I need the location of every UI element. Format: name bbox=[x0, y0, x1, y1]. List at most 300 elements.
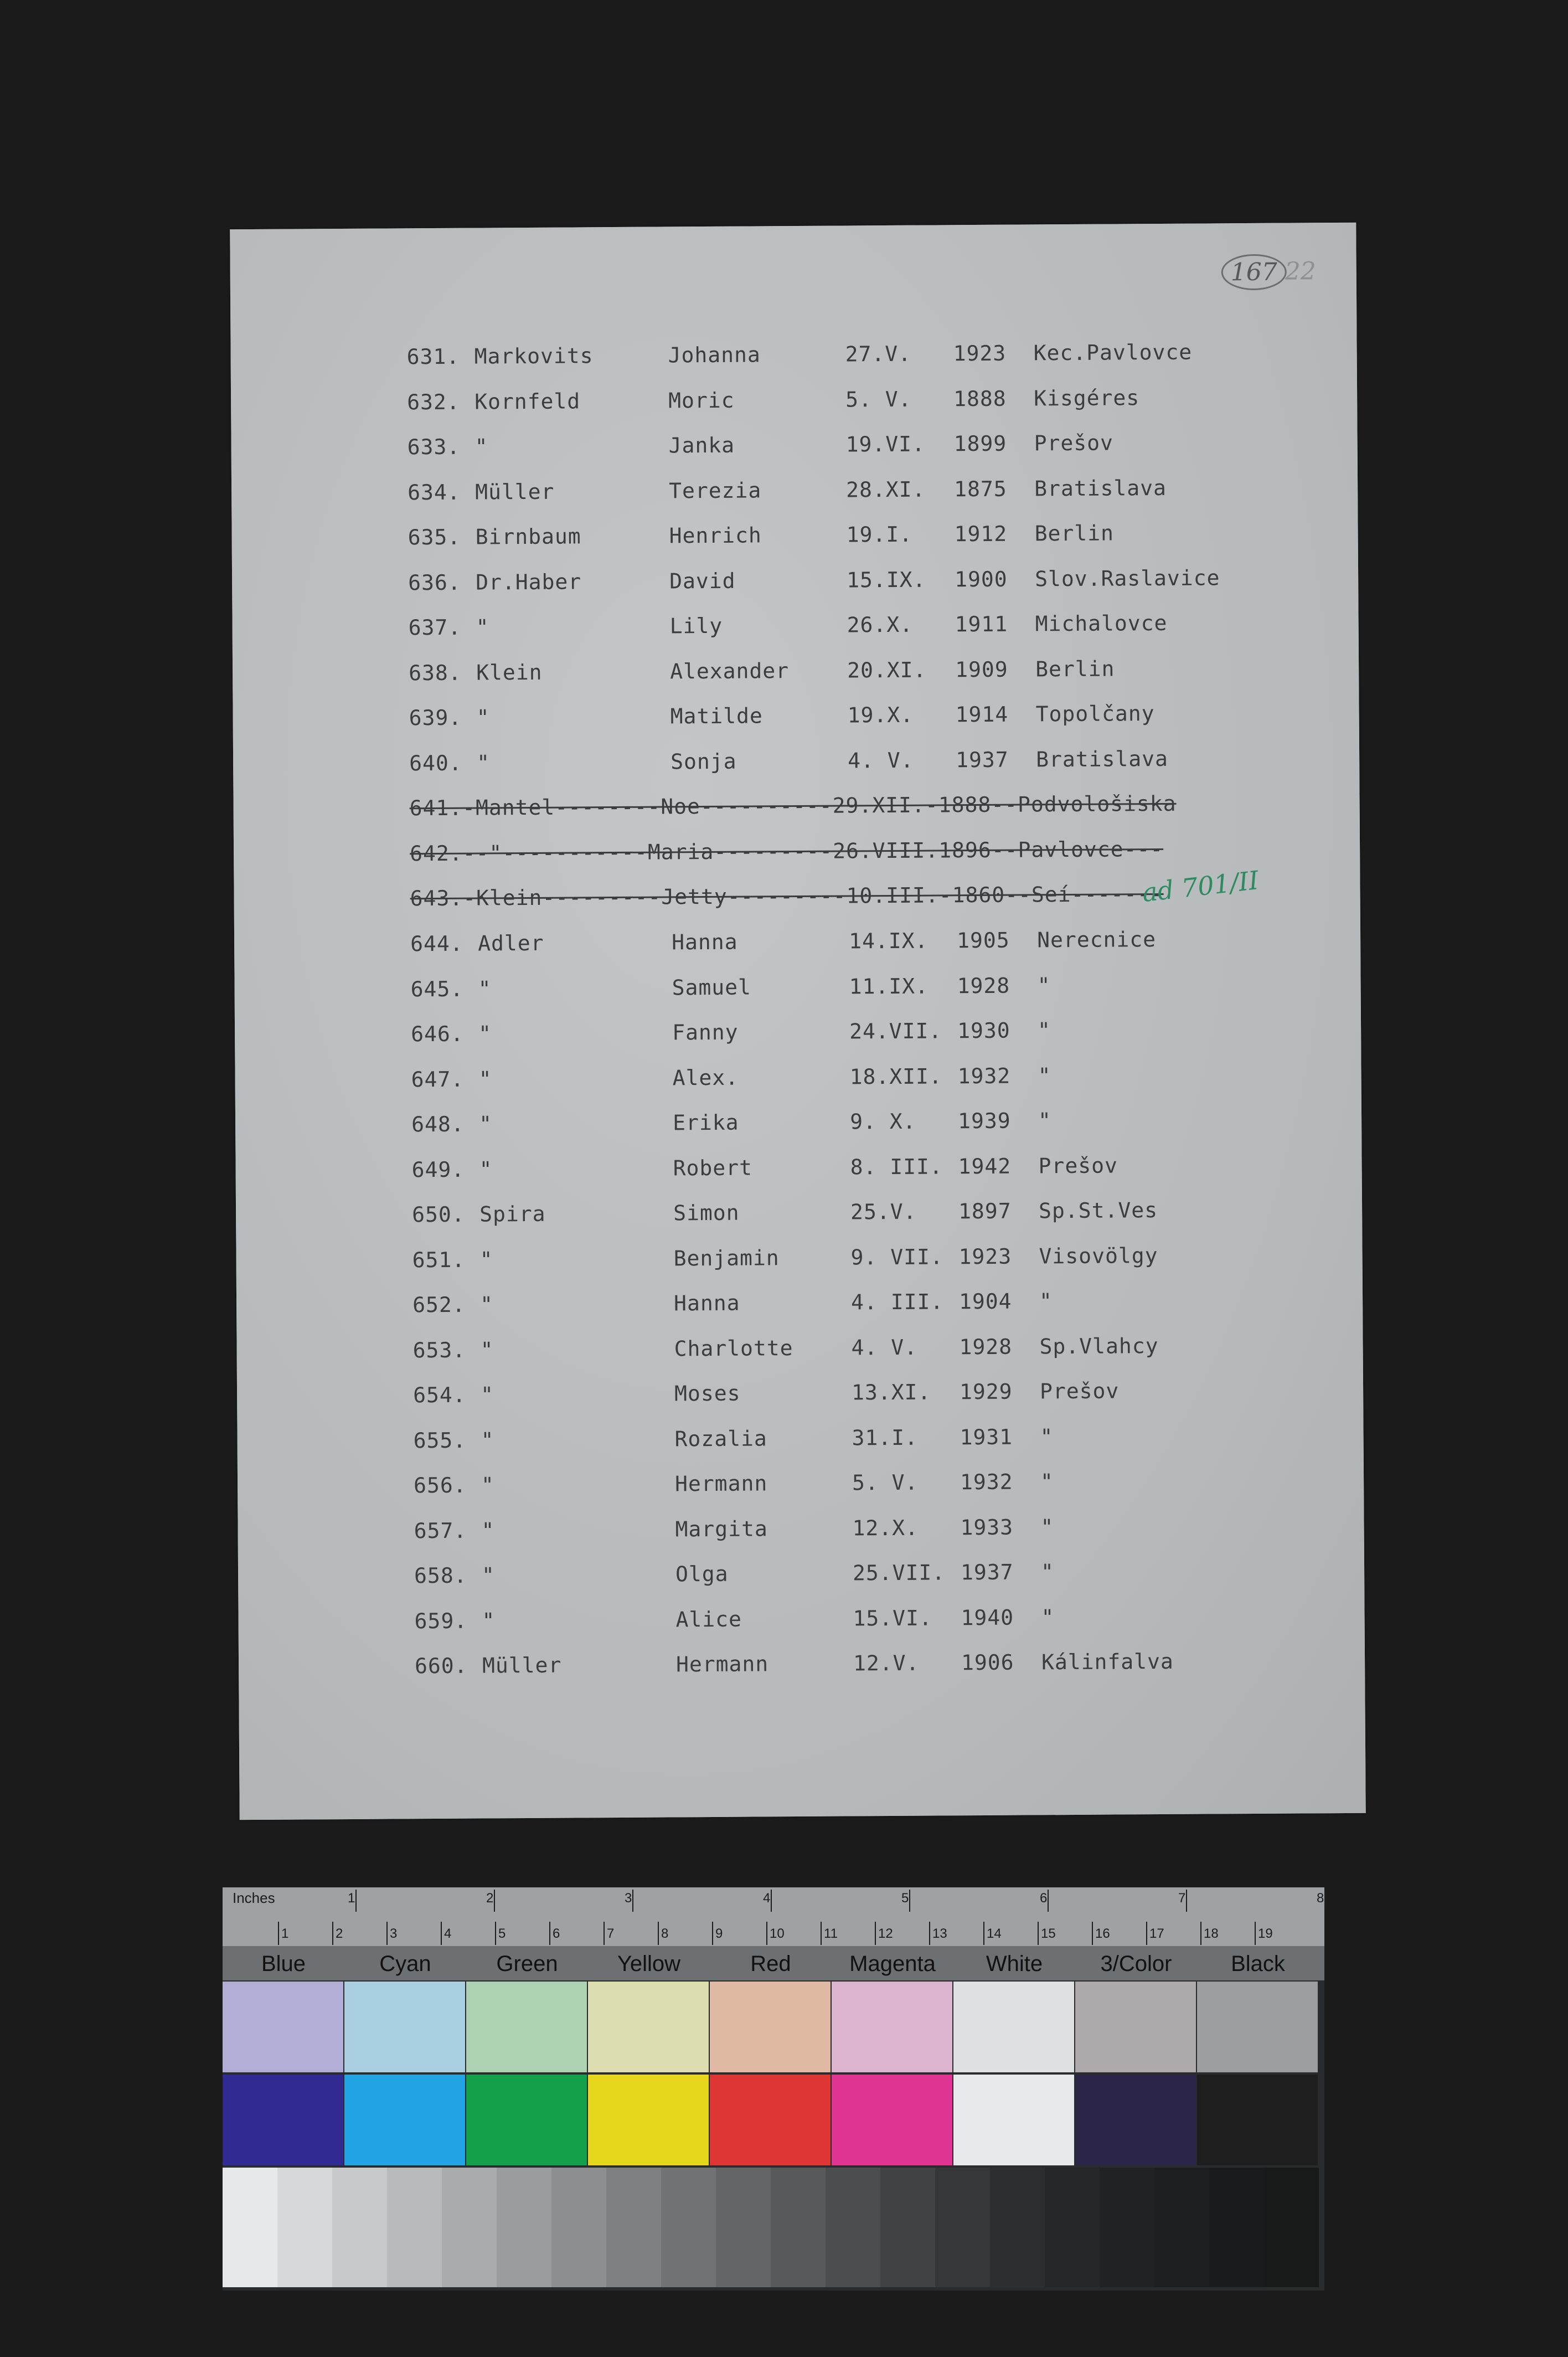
light-swatch bbox=[344, 1982, 465, 2072]
surname: Markovits bbox=[474, 343, 594, 369]
surname: " bbox=[478, 1066, 492, 1092]
surname: " bbox=[478, 1021, 492, 1046]
register-row bbox=[231, 474, 1358, 514]
birth-year: 1912 bbox=[954, 521, 1008, 547]
gray-step bbox=[935, 2168, 990, 2287]
cm-tick bbox=[549, 1922, 550, 1945]
first-name: Hanna bbox=[673, 1290, 740, 1316]
register-row bbox=[235, 971, 1361, 1011]
birth-day-month: 5. V. bbox=[845, 387, 912, 411]
saturated-swatch bbox=[344, 2075, 465, 2165]
first-name: Samuel bbox=[672, 975, 752, 1000]
light-swatch bbox=[1075, 1982, 1196, 2072]
saturated-swatch bbox=[1075, 2075, 1196, 2165]
cm-tick bbox=[766, 1922, 767, 1945]
birth-day-month: 13.XI. bbox=[851, 1380, 931, 1405]
birth-year: 1899 bbox=[953, 431, 1007, 456]
surname: Dr.Haber bbox=[476, 569, 582, 595]
entry-number: 653. bbox=[412, 1337, 466, 1362]
first-name: Lily bbox=[669, 613, 723, 639]
register-row bbox=[235, 1151, 1361, 1191]
first-name: Benjamin bbox=[673, 1245, 780, 1270]
gray-step bbox=[606, 2168, 661, 2287]
surname: Müller bbox=[482, 1653, 562, 1678]
cm-number: 12 bbox=[878, 1926, 893, 1941]
register-row bbox=[233, 610, 1359, 650]
birth-place: " bbox=[1040, 1514, 1054, 1539]
register-row bbox=[233, 745, 1359, 785]
gray-step bbox=[880, 2168, 935, 2287]
inch-tick bbox=[1048, 1890, 1049, 1912]
birth-place: " bbox=[1037, 1018, 1051, 1043]
birth-year: 1923 bbox=[958, 1244, 1012, 1269]
birth-year: 1875 bbox=[953, 476, 1007, 501]
struck-row bbox=[234, 790, 1360, 830]
saturated-swatch bbox=[223, 2075, 343, 2165]
birth-day-month: 25.VII. bbox=[852, 1560, 946, 1586]
swatch-label: Black bbox=[1231, 1952, 1285, 1976]
register-row bbox=[237, 1422, 1363, 1462]
birth-year: 1906 bbox=[961, 1650, 1014, 1675]
birth-year: 1939 bbox=[957, 1108, 1011, 1134]
inch-number: 6 bbox=[1040, 1891, 1048, 1906]
inch-number: 3 bbox=[625, 1891, 632, 1906]
cm-number: 5 bbox=[498, 1926, 506, 1941]
birth-year: 1928 bbox=[959, 1334, 1013, 1359]
birth-place: Kisgéres bbox=[1034, 385, 1140, 410]
light-swatch bbox=[1197, 1982, 1318, 2072]
cm-tick bbox=[1146, 1922, 1147, 1945]
first-name: Janka bbox=[668, 433, 735, 458]
register-row bbox=[235, 1016, 1361, 1056]
register-row bbox=[233, 655, 1359, 694]
birth-day-month: 12.V. bbox=[853, 1650, 920, 1676]
register-row bbox=[238, 1512, 1364, 1552]
swatch-labels bbox=[223, 1946, 1324, 1980]
birth-year: 1904 bbox=[958, 1289, 1012, 1314]
entry-number: 659. bbox=[414, 1608, 468, 1633]
birth-day-month: 4. V. bbox=[851, 1335, 918, 1360]
birth-year: 1937 bbox=[955, 747, 1009, 772]
cm-number: 17 bbox=[1149, 1926, 1164, 1941]
birth-day-month: 26.X. bbox=[847, 612, 914, 637]
cm-number: 15 bbox=[1041, 1926, 1056, 1941]
cm-tick bbox=[441, 1922, 442, 1945]
swatch-label: White bbox=[986, 1952, 1043, 1976]
cm-number: 10 bbox=[770, 1926, 785, 1941]
surname: " bbox=[479, 1156, 493, 1182]
birth-place: Kálinfalva bbox=[1041, 1649, 1174, 1675]
birth-place: " bbox=[1037, 972, 1051, 997]
birth-year: 1929 bbox=[959, 1379, 1013, 1404]
entry-number: 652. bbox=[412, 1292, 466, 1318]
gray-step bbox=[277, 2168, 332, 2287]
swatch-label: Green bbox=[496, 1952, 558, 1976]
register-row bbox=[234, 926, 1360, 966]
surname: " bbox=[481, 1563, 496, 1588]
swatch-label: 3/Color bbox=[1100, 1952, 1172, 1976]
birth-day-month: 28.XI. bbox=[846, 477, 926, 502]
struck-entry-text: 642.--"-----------Maria---------26.VIII.1896--Pavlovce--- bbox=[410, 836, 1164, 866]
inch-tick bbox=[355, 1890, 357, 1912]
gray-step bbox=[442, 2168, 497, 2287]
entry-number: 631. bbox=[406, 344, 460, 369]
birth-year: 1942 bbox=[958, 1154, 1012, 1179]
first-name: Johanna bbox=[668, 342, 761, 368]
first-name: Erika bbox=[672, 1110, 739, 1135]
first-name: Margita bbox=[675, 1516, 768, 1541]
birth-day-month: 31.I. bbox=[852, 1425, 919, 1450]
inch-tick bbox=[1324, 1890, 1325, 1912]
birth-day-month: 27.V. bbox=[845, 341, 912, 367]
register-row bbox=[231, 384, 1357, 424]
surname: " bbox=[478, 976, 492, 1001]
surname: " bbox=[476, 705, 490, 730]
birth-day-month: 4. V. bbox=[847, 748, 914, 773]
birth-day-month: 9. VII. bbox=[850, 1244, 943, 1269]
gray-step bbox=[551, 2168, 606, 2287]
register-row bbox=[232, 519, 1358, 559]
cm-tick bbox=[983, 1922, 984, 1945]
birth-day-month: 12.X. bbox=[852, 1515, 919, 1540]
gray-step bbox=[661, 2168, 716, 2287]
birth-year: 1923 bbox=[953, 341, 1007, 366]
first-name: Simon bbox=[673, 1200, 740, 1226]
cm-number: 8 bbox=[661, 1926, 669, 1941]
birth-day-month: 24.VII. bbox=[849, 1018, 942, 1044]
inch-tick bbox=[771, 1890, 772, 1912]
saturated-swatch bbox=[466, 2075, 587, 2165]
birth-day-month: 15.VI. bbox=[853, 1605, 932, 1630]
surname: Spira bbox=[479, 1201, 546, 1227]
first-name: Hermann bbox=[674, 1471, 768, 1496]
handwritten-annotation: ad 701/II bbox=[1141, 865, 1261, 908]
birth-place: Sp.St.Ves bbox=[1038, 1198, 1158, 1223]
first-name: Rozalia bbox=[674, 1425, 767, 1451]
cm-number: 7 bbox=[607, 1926, 615, 1941]
entry-number: 655. bbox=[413, 1428, 467, 1453]
birth-year: 1911 bbox=[955, 611, 1008, 637]
birth-day-month: 19.X. bbox=[847, 702, 914, 728]
inch-tick bbox=[909, 1890, 910, 1912]
saturated-swatch bbox=[953, 2075, 1074, 2165]
register-row bbox=[236, 1287, 1363, 1327]
birth-place: Berlin bbox=[1034, 521, 1115, 546]
cm-number: 18 bbox=[1204, 1926, 1219, 1941]
entry-number: 647. bbox=[411, 1067, 465, 1092]
cm-number: 1 bbox=[281, 1926, 289, 1941]
inch-number: 8 bbox=[1317, 1891, 1324, 1906]
register-row bbox=[236, 1332, 1363, 1372]
cm-number: 13 bbox=[932, 1926, 947, 1941]
first-name: Terezia bbox=[669, 477, 762, 503]
register-row bbox=[238, 1603, 1364, 1643]
surname: Müller bbox=[475, 479, 555, 505]
birth-day-month: 20.XI. bbox=[847, 657, 927, 682]
surname: Adler bbox=[477, 930, 544, 956]
cm-tick bbox=[1092, 1922, 1093, 1945]
birth-day-month: 9. X. bbox=[849, 1109, 916, 1134]
entry-number: 649. bbox=[411, 1157, 465, 1182]
first-name: Alexander bbox=[670, 658, 790, 683]
entry-number: 658. bbox=[414, 1563, 467, 1588]
register-row bbox=[231, 339, 1357, 379]
birth-year: 1930 bbox=[957, 1018, 1010, 1043]
entry-number: 645. bbox=[410, 976, 464, 1001]
color-calibration-target bbox=[223, 1887, 1324, 2291]
birth-place: Bratislava bbox=[1034, 475, 1167, 501]
entry-number: 639. bbox=[409, 705, 462, 730]
first-name: Fanny bbox=[672, 1020, 739, 1045]
surname: " bbox=[477, 750, 491, 775]
surname: Birnbaum bbox=[475, 524, 581, 549]
birth-place: Michalovce bbox=[1035, 610, 1168, 636]
birth-year: 1897 bbox=[958, 1198, 1012, 1224]
birth-day-month: 19.VI. bbox=[845, 431, 926, 457]
entry-number: 635. bbox=[408, 524, 461, 550]
inch-number: 7 bbox=[1178, 1891, 1186, 1906]
cm-tick bbox=[332, 1922, 333, 1945]
birth-place: " bbox=[1038, 1063, 1051, 1088]
gray-step bbox=[1264, 2168, 1319, 2287]
register-row bbox=[236, 1242, 1362, 1282]
swatch-label: Blue bbox=[261, 1952, 306, 1976]
gray-step bbox=[1154, 2168, 1209, 2287]
register-row bbox=[231, 429, 1358, 469]
swatch-label: Red bbox=[750, 1952, 791, 1976]
first-name: Alex. bbox=[672, 1065, 739, 1090]
entry-number: 644. bbox=[410, 931, 463, 956]
entry-number: 651. bbox=[412, 1247, 466, 1272]
entry-number: 632. bbox=[407, 389, 460, 414]
first-name: Olga bbox=[675, 1561, 729, 1587]
cm-tick bbox=[1255, 1922, 1256, 1945]
surname: " bbox=[480, 1382, 494, 1407]
entry-number: 634. bbox=[408, 480, 461, 505]
cm-number: 6 bbox=[553, 1926, 560, 1941]
birth-place: Prešov bbox=[1039, 1378, 1120, 1404]
cm-tick bbox=[604, 1922, 605, 1945]
birth-place: " bbox=[1039, 1289, 1053, 1314]
light-swatch bbox=[466, 1982, 587, 2072]
cm-tick bbox=[278, 1922, 279, 1945]
cm-number: 3 bbox=[390, 1926, 398, 1941]
birth-year: 1932 bbox=[960, 1469, 1013, 1495]
cm-tick bbox=[1200, 1922, 1201, 1945]
entry-number: 638. bbox=[409, 660, 462, 685]
swatch-label: Magenta bbox=[849, 1952, 936, 1976]
register-row bbox=[235, 1061, 1361, 1101]
gray-step bbox=[771, 2168, 826, 2287]
birth-day-month: 8. III. bbox=[850, 1154, 943, 1179]
inch-tick bbox=[632, 1890, 633, 1912]
saturated-swatch bbox=[588, 2075, 709, 2165]
register-row bbox=[233, 700, 1359, 740]
birth-place: Slov.Raslavice bbox=[1034, 565, 1220, 591]
first-name: Charlotte bbox=[674, 1335, 793, 1361]
birth-day-month: 14.IX. bbox=[848, 928, 929, 954]
first-name: David bbox=[669, 568, 736, 593]
cm-tick bbox=[821, 1922, 822, 1945]
birth-day-month: 25.V. bbox=[850, 1199, 917, 1224]
cm-tick bbox=[712, 1922, 713, 1945]
first-name: Henrich bbox=[669, 523, 762, 548]
inch-number: 2 bbox=[486, 1891, 494, 1906]
inch-number: 4 bbox=[763, 1891, 771, 1906]
cm-number: 11 bbox=[824, 1926, 838, 1941]
gray-step bbox=[1045, 2168, 1100, 2287]
entry-number: 660. bbox=[414, 1653, 468, 1679]
first-name: Matilde bbox=[670, 703, 763, 729]
birth-place: " bbox=[1041, 1604, 1055, 1629]
birth-place: Bratislava bbox=[1035, 746, 1169, 771]
entry-number: 657. bbox=[414, 1518, 467, 1543]
birth-day-month: 15.IX. bbox=[846, 567, 926, 592]
saturated-swatch bbox=[710, 2075, 831, 2165]
first-name: Moric bbox=[668, 388, 735, 413]
saturated-swatch bbox=[1197, 2075, 1318, 2165]
cm-number: 9 bbox=[715, 1926, 723, 1941]
first-name: Hanna bbox=[671, 929, 738, 955]
surname: " bbox=[481, 1473, 495, 1497]
birth-year: 1914 bbox=[955, 702, 1009, 727]
birth-place: " bbox=[1040, 1424, 1054, 1449]
birth-place: Topolčany bbox=[1035, 701, 1155, 727]
birth-day-month: 11.IX. bbox=[849, 974, 929, 999]
surname: " bbox=[481, 1427, 494, 1453]
cm-number: 14 bbox=[987, 1926, 1002, 1941]
struck-entry-text: 643.-Klein---------Jetty---------10.III.-1860--Seí------- bbox=[410, 881, 1164, 911]
register-row bbox=[238, 1468, 1364, 1507]
cm-number: 19 bbox=[1258, 1926, 1273, 1941]
gray-step bbox=[497, 2168, 551, 2287]
first-name: Hermann bbox=[675, 1651, 769, 1677]
surname: " bbox=[482, 1608, 496, 1633]
light-swatch bbox=[588, 1982, 709, 2072]
surname: " bbox=[481, 1517, 495, 1543]
light-swatch bbox=[710, 1982, 831, 2072]
gray-step bbox=[716, 2168, 771, 2287]
birth-place: " bbox=[1040, 1469, 1054, 1494]
cm-tick bbox=[386, 1922, 388, 1945]
surname: " bbox=[480, 1337, 494, 1362]
inch-tick bbox=[1186, 1890, 1187, 1912]
light-swatch bbox=[953, 1982, 1074, 2072]
gray-step bbox=[990, 2168, 1045, 2287]
birth-place: Prešov bbox=[1038, 1152, 1118, 1178]
birth-year: 1932 bbox=[957, 1063, 1011, 1088]
surname: " bbox=[479, 1292, 494, 1317]
entry-number: 650. bbox=[411, 1202, 465, 1227]
birth-place: Sp.Vlahcy bbox=[1039, 1333, 1159, 1358]
folio-number: 167 bbox=[1221, 254, 1287, 291]
first-name: Sonja bbox=[670, 749, 737, 774]
entry-number: 648. bbox=[411, 1111, 465, 1137]
register-row bbox=[239, 1648, 1365, 1688]
cm-number: 4 bbox=[444, 1926, 452, 1941]
light-swatch bbox=[223, 1982, 343, 2072]
cm-tick bbox=[495, 1922, 496, 1945]
birth-place: " bbox=[1038, 1108, 1052, 1133]
register-row bbox=[235, 1107, 1361, 1146]
gray-step bbox=[1209, 2168, 1264, 2287]
cm-tick bbox=[658, 1922, 659, 1945]
entry-number: 646. bbox=[410, 1021, 464, 1047]
gray-step bbox=[1100, 2168, 1154, 2287]
gray-step bbox=[387, 2168, 442, 2287]
register-row bbox=[236, 1197, 1362, 1237]
inch-tick bbox=[494, 1890, 495, 1912]
entry-number: 640. bbox=[409, 750, 462, 775]
entry-number: 637. bbox=[408, 615, 462, 640]
entry-number: 636. bbox=[408, 570, 461, 595]
first-name: Alice bbox=[675, 1607, 742, 1632]
surname: Kornfeld bbox=[474, 388, 581, 414]
cm-tick bbox=[929, 1922, 930, 1945]
register-row bbox=[232, 564, 1358, 604]
saturated-swatch bbox=[832, 2075, 952, 2165]
gray-step bbox=[826, 2168, 880, 2287]
surname: Klein bbox=[476, 660, 543, 685]
struck-row bbox=[234, 835, 1360, 875]
birth-year: 1933 bbox=[960, 1515, 1014, 1540]
surname: " bbox=[476, 615, 489, 640]
first-name: Robert bbox=[673, 1155, 753, 1180]
birth-year: 1937 bbox=[960, 1560, 1014, 1585]
birth-year: 1905 bbox=[956, 928, 1010, 953]
folio-extra: 22 bbox=[1285, 257, 1316, 286]
entry-number: 654. bbox=[412, 1382, 466, 1408]
birth-place: Visovölgy bbox=[1039, 1243, 1158, 1268]
surname: " bbox=[474, 434, 488, 459]
cm-tick bbox=[875, 1922, 876, 1945]
surname: " bbox=[478, 1111, 493, 1136]
document-sheet bbox=[230, 223, 1366, 1820]
light-swatch bbox=[832, 1982, 952, 2072]
entry-number: 656. bbox=[413, 1473, 467, 1498]
birth-year: 1940 bbox=[961, 1605, 1014, 1630]
birth-place: " bbox=[1040, 1560, 1055, 1584]
birth-year: 1888 bbox=[953, 386, 1007, 411]
cm-number: 16 bbox=[1095, 1926, 1110, 1941]
register-row bbox=[238, 1558, 1364, 1598]
register-row bbox=[237, 1377, 1363, 1417]
gray-step bbox=[223, 2168, 277, 2287]
birth-place: Prešov bbox=[1034, 430, 1114, 456]
surname: " bbox=[479, 1247, 493, 1272]
inch-number: 1 bbox=[348, 1891, 355, 1906]
birth-year: 1931 bbox=[960, 1424, 1013, 1449]
inch-ruler bbox=[223, 1887, 1324, 1947]
ruler-label: Inches bbox=[233, 1890, 275, 1906]
birth-day-month: 18.XII. bbox=[849, 1063, 942, 1089]
inch-number: 5 bbox=[901, 1891, 909, 1906]
swatch-label: Cyan bbox=[379, 1952, 431, 1976]
birth-year: 1900 bbox=[954, 567, 1008, 591]
birth-day-month: 19.I. bbox=[846, 522, 913, 547]
entry-number: 633. bbox=[407, 434, 461, 460]
cm-number: 2 bbox=[336, 1926, 343, 1941]
first-name: Moses bbox=[674, 1381, 741, 1406]
cm-tick bbox=[1038, 1922, 1039, 1945]
birth-day-month: 4. III. bbox=[850, 1289, 944, 1315]
birth-year: 1928 bbox=[957, 973, 1010, 998]
birth-place: Kec.Pavlovce bbox=[1033, 339, 1193, 366]
swatch-label: Yellow bbox=[617, 1952, 681, 1976]
birth-place: Nerecnice bbox=[1036, 927, 1157, 953]
birth-day-month: 5. V. bbox=[852, 1470, 919, 1495]
birth-year: 1909 bbox=[955, 657, 1008, 682]
